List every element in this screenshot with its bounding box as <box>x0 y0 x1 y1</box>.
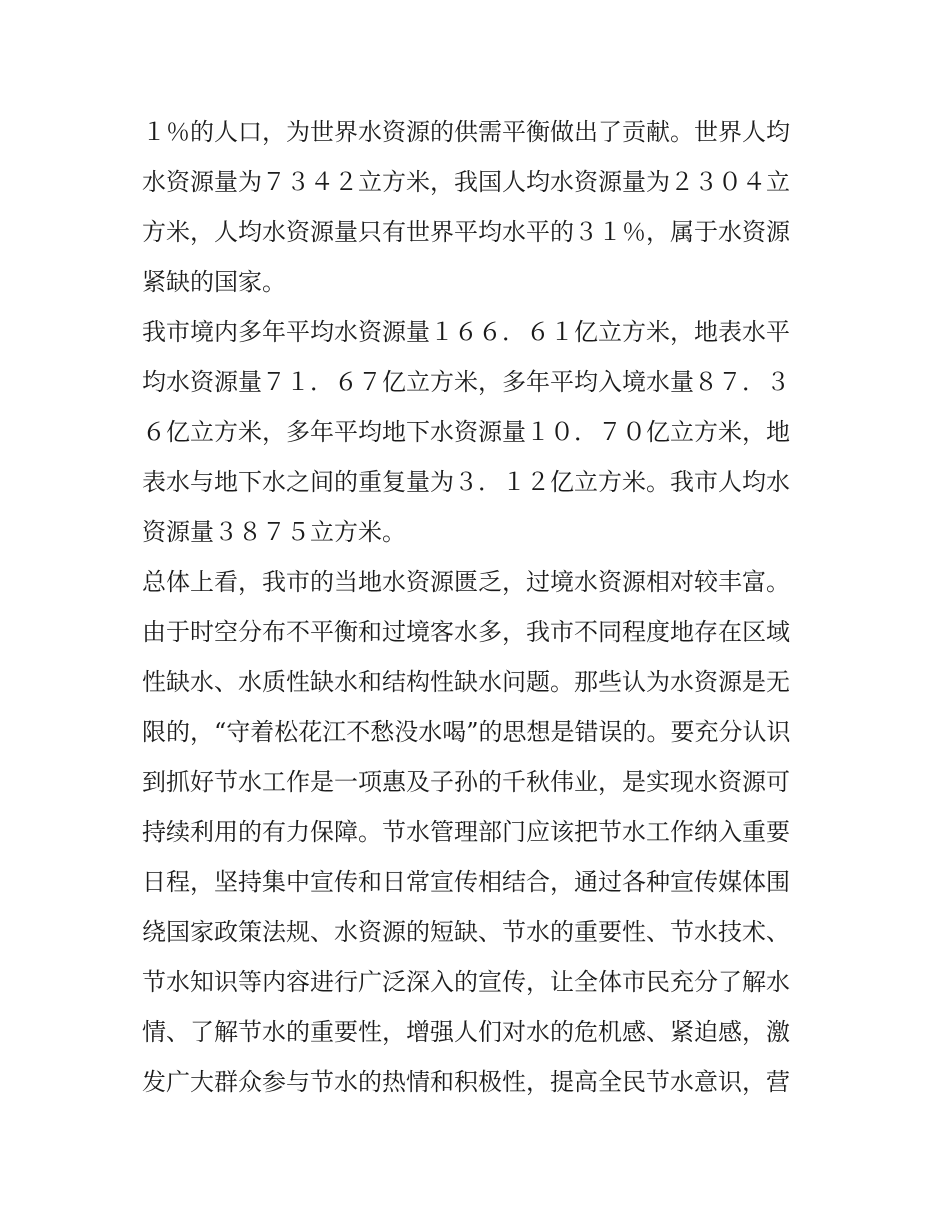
text-line: 我市境内多年平均水资源量１６６．６１亿立方米，地表水平 <box>142 318 790 346</box>
text-line: 性缺水、水质性缺水和结构性缺水问题。那些认为水资源是无 <box>142 668 790 696</box>
text-line: １％的人口，为世界水资源的供需平衡做出了贡献。世界人均 <box>142 118 790 146</box>
text-line: 方米，人均水资源量只有世界平均水平的３１％，属于水资源 <box>142 218 790 246</box>
text-line: 到抓好节水工作是一项惠及子孙的千秋伟业，是实现水资源可 <box>142 768 790 796</box>
text-line: 发广大群众参与节水的热情和积极性，提高全民节水意识，营 <box>142 1068 790 1096</box>
text-line: 持续利用的有力保障。节水管理部门应该把节水工作纳入重要 <box>142 818 790 846</box>
text-line: 水资源量为７３４２立方米，我国人均水资源量为２３０４立 <box>142 168 790 196</box>
text-line: 日程，坚持集中宣传和日常宣传相结合，通过各种宣传媒体围 <box>142 868 790 896</box>
text-line: ６亿立方米，多年平均地下水资源量１０．７０亿立方米，地 <box>142 418 790 446</box>
text-line: 均水资源量７１．６７亿立方米，多年平均入境水量８７．３ <box>142 368 790 396</box>
text-line: 由于时空分布不平衡和过境客水多，我市不同程度地存在区域 <box>142 618 790 646</box>
text-line: 紧缺的国家。 <box>142 268 286 296</box>
text-line: 表水与地下水之间的重复量为３．１２亿立方米。我市人均水 <box>142 468 790 496</box>
text-line: 资源量３８７５立方米。 <box>142 518 406 546</box>
text-line: 绕国家政策法规、水资源的短缺、节水的重要性、节水技术、 <box>142 918 790 946</box>
text-line: 限的，“守着松花江不愁没水喝”的思想是错误的。要充分认识 <box>142 718 791 746</box>
text-line: 节水知识等内容进行广泛深入的宣传，让全体市民充分了解水 <box>142 968 790 996</box>
text-line: 情、了解节水的重要性，增强人们对水的危机感、紧迫感，激 <box>142 1018 790 1046</box>
text-line: 总体上看，我市的当地水资源匮乏，过境水资源相对较丰富。 <box>142 568 790 596</box>
